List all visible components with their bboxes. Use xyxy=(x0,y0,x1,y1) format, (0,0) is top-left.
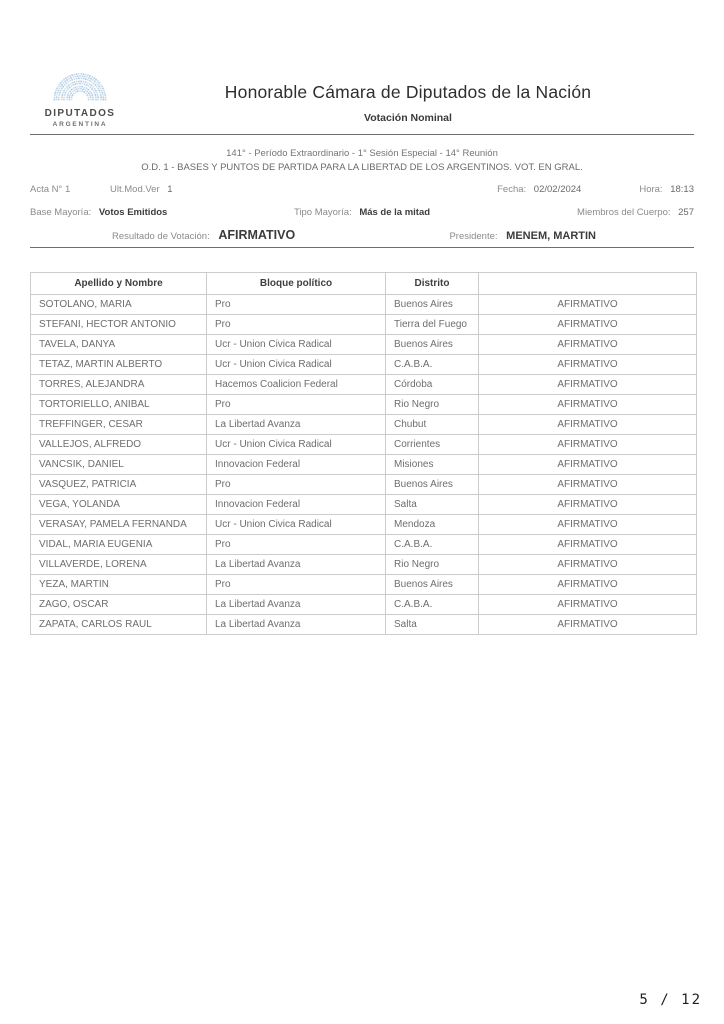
bloc-cell: Ucr - Union Civica Radical xyxy=(207,515,386,535)
page-title: Honorable Cámara de Diputados de la Nación xyxy=(224,82,592,102)
time-value: 18:13 xyxy=(670,184,694,195)
president-label: Presidente: xyxy=(449,231,498,242)
district-cell: Rio Negro xyxy=(386,395,479,415)
table-row xyxy=(31,315,697,335)
district-cell: Salta xyxy=(386,615,479,635)
chamber-logo xyxy=(38,72,122,128)
vote-cell: AFIRMATIVO xyxy=(479,335,697,355)
bloc-cell: La Libertad Avanza xyxy=(207,555,386,575)
meta-divider xyxy=(30,247,694,248)
bloc-cell: Pro xyxy=(207,575,386,595)
logo-name-text: DIPUTADOS xyxy=(44,108,116,119)
bloc-cell: Pro xyxy=(207,395,386,415)
table-row xyxy=(31,455,697,475)
district-cell: Rio Negro xyxy=(386,555,479,575)
table-row xyxy=(31,355,697,375)
header-apellido: Apellido y Nombre xyxy=(31,273,207,295)
time-field xyxy=(639,184,694,195)
majority-type-field xyxy=(30,207,694,218)
bloc-cell: Ucr - Union Civica Radical xyxy=(207,435,386,455)
date-field xyxy=(497,184,581,195)
bloc-cell: Pro xyxy=(207,535,386,555)
deputy-name-cell: VERASAY, PAMELA FERNANDA xyxy=(31,515,207,535)
body-members-label: Miembros del Cuerpo: xyxy=(577,207,671,218)
bloc-cell: Innovacion Federal xyxy=(207,455,386,475)
district-cell: Salta xyxy=(386,495,479,515)
vote-cell: AFIRMATIVO xyxy=(479,415,697,435)
deputy-name-cell: VEGA, YOLANDA xyxy=(31,495,207,515)
district-cell: Corrientes xyxy=(386,435,479,455)
last-modified-label: Ult.Mod.Ver xyxy=(110,184,160,195)
bloc-cell: Ucr - Union Civica Radical xyxy=(207,335,386,355)
vote-cell: AFIRMATIVO xyxy=(479,595,697,615)
table-row xyxy=(31,295,697,315)
deputy-name-cell: STEFANI, HECTOR ANTONIO xyxy=(31,315,207,335)
bloc-cell: Hacemos Coalicion Federal xyxy=(207,375,386,395)
table-row xyxy=(31,595,697,615)
deputy-name-cell: TETAZ, MARTIN ALBERTO xyxy=(31,355,207,375)
table-row xyxy=(31,615,697,635)
vote-cell: AFIRMATIVO xyxy=(479,495,697,515)
deputy-name-cell: TAVELA, DANYA xyxy=(31,335,207,355)
deputy-name-cell: TORRES, ALEJANDRA xyxy=(31,375,207,395)
district-cell: Chubut xyxy=(386,415,479,435)
meta-row-acta xyxy=(30,184,694,195)
order-of-day-line: O.D. 1 - BASES Y PUNTOS DE PARTIDA PARA LA LIBERTAD DE LOS ARGENTINOS. VOT. EN GRAL. xyxy=(141,162,583,173)
vote-cell: AFIRMATIVO xyxy=(479,535,697,555)
district-cell: C.A.B.A. xyxy=(386,595,479,615)
majority-base-label: Base Mayoría: xyxy=(30,207,92,218)
district-cell: C.A.B.A. xyxy=(386,355,479,375)
page-subtitle: Votación Nominal xyxy=(364,112,452,124)
bloc-cell: Pro xyxy=(207,315,386,335)
table-row xyxy=(31,515,697,535)
president-value: MENEM, MARTIN xyxy=(506,230,596,242)
body-members-value: 257 xyxy=(678,207,694,218)
table-header-row xyxy=(31,273,697,295)
header-distrito: Distrito xyxy=(386,273,479,295)
table-row xyxy=(31,495,697,515)
deputy-name-cell: TORTORIELLO, ANIBAL xyxy=(31,395,207,415)
votes-table-body xyxy=(31,295,697,635)
table-row xyxy=(31,375,697,395)
table-row xyxy=(31,475,697,495)
vote-cell: AFIRMATIVO xyxy=(479,475,697,495)
meta-row-result xyxy=(30,228,694,242)
table-row xyxy=(31,575,697,595)
district-cell: C.A.B.A. xyxy=(386,535,479,555)
vote-cell: AFIRMATIVO xyxy=(479,295,697,315)
bloc-cell: Ucr - Union Civica Radical xyxy=(207,355,386,375)
deputy-name-cell: VASQUEZ, PATRICIA xyxy=(31,475,207,495)
bloc-cell: La Libertad Avanza xyxy=(207,415,386,435)
vote-cell: AFIRMATIVO xyxy=(479,515,697,535)
table-row xyxy=(31,335,697,355)
district-cell: Buenos Aires xyxy=(386,295,479,315)
deputy-name-cell: TREFFINGER, CESAR xyxy=(31,415,207,435)
session-period-line: 141° - Período Extraordinario - 1° Sesión Especial - 14° Reunión xyxy=(226,148,498,159)
header-divider xyxy=(30,134,694,135)
majority-type-value: Más de la mitad xyxy=(359,207,431,218)
table-row xyxy=(31,395,697,415)
document-header xyxy=(30,72,694,128)
vote-result-label: Resultado de Votación: xyxy=(112,231,210,242)
vote-cell: AFIRMATIVO xyxy=(479,575,697,595)
hemicycle-logo-icon xyxy=(43,72,117,102)
president-field xyxy=(449,230,596,242)
bloc-cell: La Libertad Avanza xyxy=(207,615,386,635)
time-label: Hora: xyxy=(639,184,663,195)
bloc-cell: Pro xyxy=(207,475,386,495)
district-cell: Buenos Aires xyxy=(386,575,479,595)
district-cell: Buenos Aires xyxy=(386,335,479,355)
title-block xyxy=(122,72,694,128)
bloc-cell: Innovacion Federal xyxy=(207,495,386,515)
table-row xyxy=(31,435,697,455)
vote-result-field xyxy=(112,228,295,242)
district-cell: Tierra del Fuego xyxy=(386,315,479,335)
bloc-cell: Pro xyxy=(207,295,386,315)
table-row xyxy=(31,415,697,435)
vote-cell: AFIRMATIVO xyxy=(479,315,697,335)
deputy-name-cell: ZAPATA, CARLOS RAUL xyxy=(31,615,207,635)
majority-type-label: Tipo Mayoría: xyxy=(293,207,352,218)
votes-table-container xyxy=(30,272,697,635)
deputy-name-cell: YEZA, MARTIN xyxy=(31,575,207,595)
table-row xyxy=(31,555,697,575)
deputy-name-cell: VANCSIK, DANIEL xyxy=(31,455,207,475)
deputy-name-cell: SOTOLANO, MARIA xyxy=(31,295,207,315)
vote-cell: AFIRMATIVO xyxy=(479,615,697,635)
vote-cell: AFIRMATIVO xyxy=(479,555,697,575)
deputy-name-cell: VILLAVERDE, LORENA xyxy=(31,555,207,575)
date-label: Fecha: xyxy=(497,184,527,195)
vote-cell: AFIRMATIVO xyxy=(479,395,697,415)
header-bloque: Bloque político xyxy=(207,273,386,295)
deputy-name-cell: ZAGO, OSCAR xyxy=(31,595,207,615)
district-cell: Córdoba xyxy=(386,375,479,395)
vote-cell: AFIRMATIVO xyxy=(479,455,697,475)
district-cell: Misiones xyxy=(386,455,479,475)
page-number: 5 / 12 xyxy=(639,992,702,1008)
header-voto xyxy=(479,273,697,295)
vote-result-value: AFIRMATIVO xyxy=(218,228,296,242)
deputy-name-cell: VALLEJOS, ALFREDO xyxy=(31,435,207,455)
meta-row-majority xyxy=(30,207,694,218)
logo-country-text: ARGENTINA xyxy=(52,121,108,128)
vote-cell: AFIRMATIVO xyxy=(479,355,697,375)
acta-number: Acta N° 1 xyxy=(30,184,71,195)
vote-cell: AFIRMATIVO xyxy=(479,435,697,455)
majority-base-value: Votos Emitidos xyxy=(98,207,168,218)
district-cell: Buenos Aires xyxy=(386,475,479,495)
last-modified-value: 1 xyxy=(167,184,173,195)
district-cell: Mendoza xyxy=(386,515,479,535)
date-value: 02/02/2024 xyxy=(533,184,582,195)
bloc-cell: La Libertad Avanza xyxy=(207,595,386,615)
table-row xyxy=(31,535,697,555)
last-modified-version xyxy=(110,184,173,195)
vote-cell: AFIRMATIVO xyxy=(479,375,697,395)
votes-table xyxy=(30,272,697,635)
deputy-name-cell: VIDAL, MARIA EUGENIA xyxy=(31,535,207,555)
